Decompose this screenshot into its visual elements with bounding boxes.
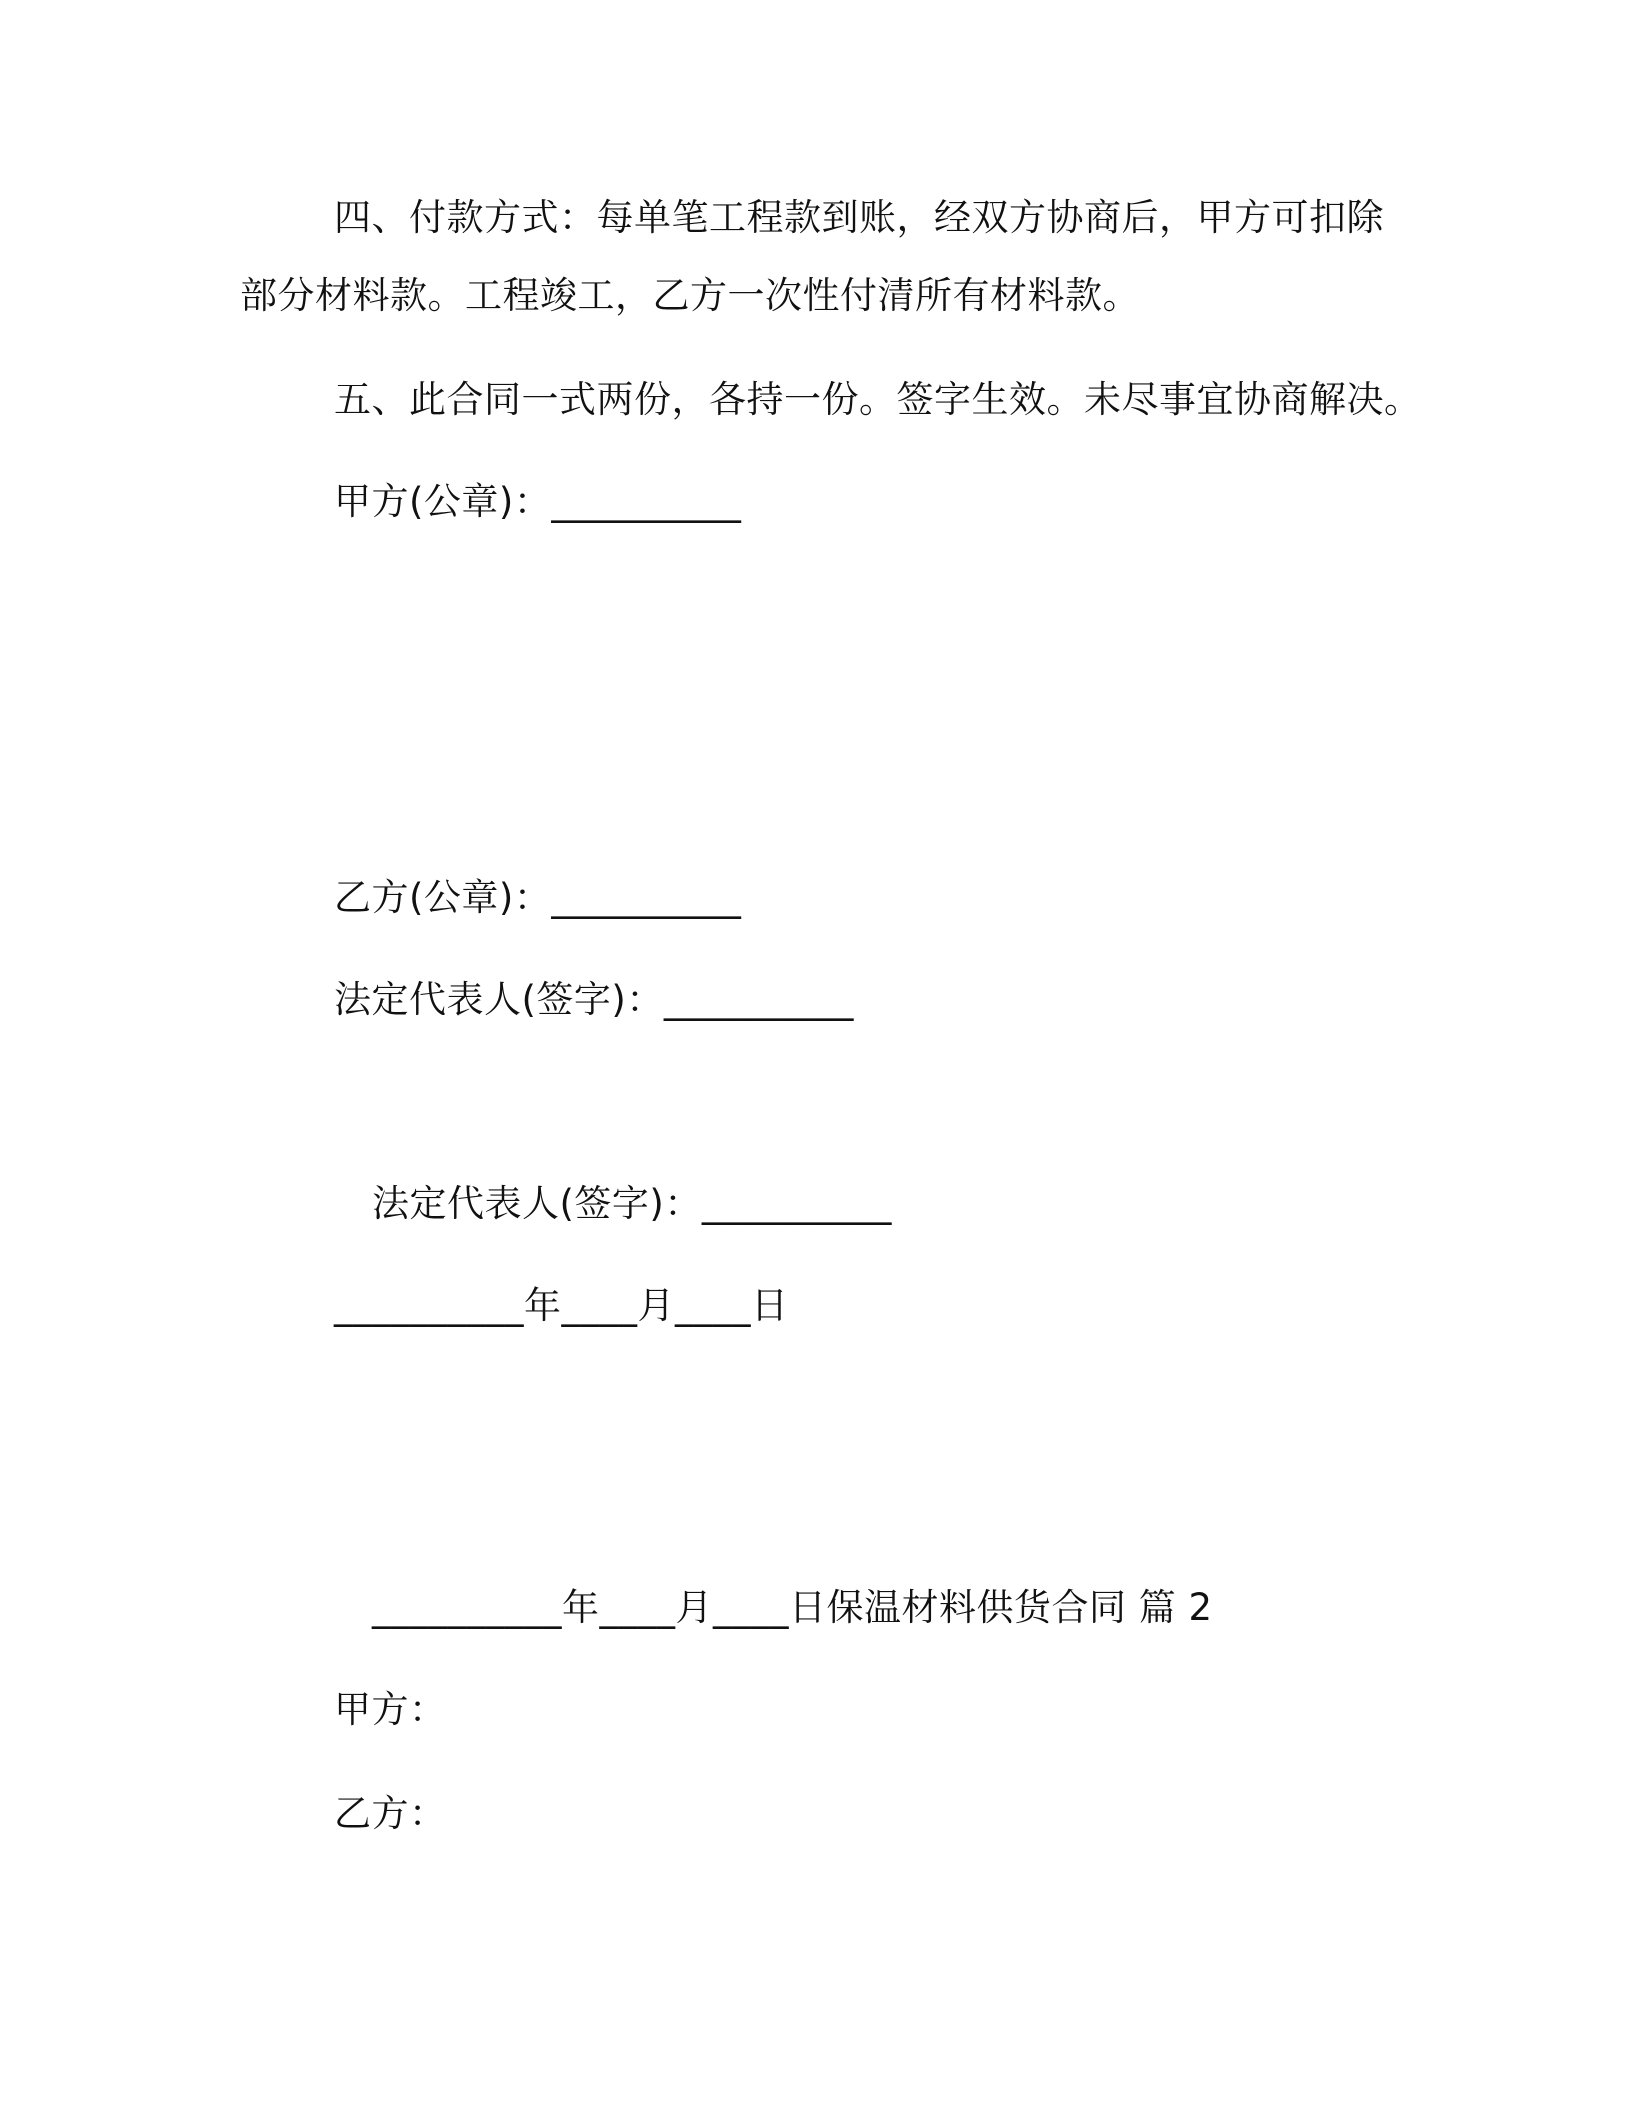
legal-representative-signature-field-2: 法定代表人(签字)：__________: [372, 1182, 892, 1225]
date-field: __________年____月____日: [334, 1284, 789, 1327]
payment-terms-line-1: 四、付款方式：每单笔工程款到账，经双方协商后，甲方可扣除: [334, 196, 1384, 239]
section-2-title: __________年____月____日保温材料供货合同 篇 2: [372, 1586, 1213, 1629]
legal-representative-signature-field-1: 法定代表人(签字)：__________: [334, 978, 854, 1021]
payment-terms-line-2: 部分材料款。工程竣工，乙方一次性付清所有材料款。: [240, 274, 1140, 317]
party-b-seal-field: 乙方(公章)：__________: [334, 876, 742, 919]
contract-copies-clause: 五、此合同一式两份，各持一份。签字生效。未尽事宜协商解决。: [334, 378, 1422, 421]
party-a-label: 甲方：: [334, 1688, 447, 1731]
party-a-seal-field: 甲方(公章)：__________: [334, 480, 742, 523]
party-b-label: 乙方：: [334, 1792, 447, 1835]
